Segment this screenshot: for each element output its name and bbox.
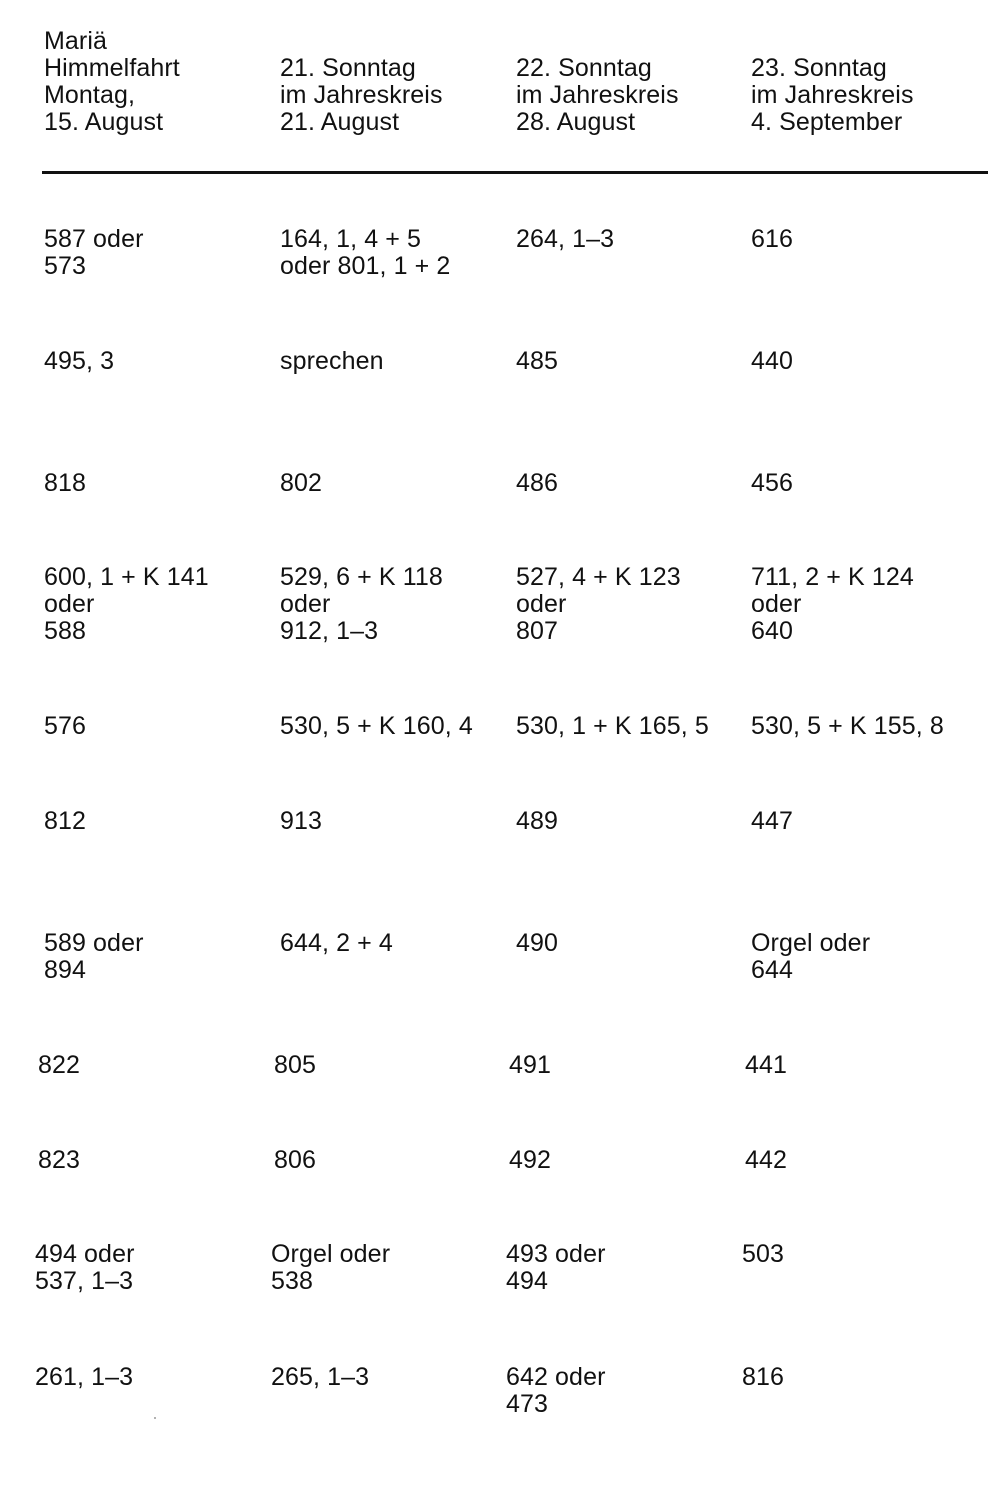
table-cell: 447	[751, 807, 794, 835]
column-header-2: 21. Sonntag im Jahreskreis 21. August	[280, 54, 443, 136]
table-cell: 530, 5 + K 160, 4	[280, 712, 473, 740]
table-cell: 600, 1 + K 141 oder 588	[44, 563, 209, 645]
table-cell: 264, 1–3	[516, 225, 615, 253]
table-cell: 494 oder 537, 1–3	[35, 1240, 135, 1295]
table-cell: 587 oder 573	[44, 225, 144, 280]
scan-speck	[154, 1417, 156, 1419]
table-cell: 823	[38, 1146, 81, 1174]
table-cell: 913	[280, 807, 323, 835]
table-cell: 806	[274, 1146, 317, 1174]
table-cell: Orgel oder 644	[751, 929, 871, 984]
table-cell: 802	[280, 469, 323, 497]
table-cell: sprechen	[280, 347, 384, 375]
table-cell: 616	[751, 225, 794, 253]
table-cell: 495, 3	[44, 347, 115, 375]
table-cell: 164, 1, 4 + 5 oder 801, 1 + 2	[280, 225, 451, 280]
table-cell: 589 oder 894	[44, 929, 144, 984]
table-cell: 818	[44, 469, 87, 497]
table-cell: 527, 4 + K 123 oder 807	[516, 563, 681, 645]
table-cell: 530, 5 + K 155, 8	[751, 712, 944, 740]
table-cell: 530, 1 + K 165, 5	[516, 712, 709, 740]
table-cell: 440	[751, 347, 794, 375]
table-cell: 442	[745, 1146, 788, 1174]
table-cell: 576	[44, 712, 87, 740]
table-cell: Orgel oder 538	[271, 1240, 391, 1295]
table-cell: 529, 6 + K 118 oder 912, 1–3	[280, 563, 443, 645]
table-cell: 491	[509, 1051, 552, 1079]
table-cell: 265, 1–3	[271, 1363, 370, 1391]
table-cell: 493 oder 494	[506, 1240, 606, 1295]
table-cell: 441	[745, 1051, 788, 1079]
table-cell: 489	[516, 807, 559, 835]
table-cell: 816	[742, 1363, 785, 1391]
header-divider	[42, 171, 988, 174]
table-cell: 805	[274, 1051, 317, 1079]
table-cell: 503	[742, 1240, 785, 1268]
table-cell: 822	[38, 1051, 81, 1079]
table-cell: 711, 2 + K 124 oder 640	[751, 563, 914, 645]
table-cell: 642 oder 473	[506, 1363, 606, 1418]
table-cell: 261, 1–3	[35, 1363, 134, 1391]
column-header-3: 22. Sonntag im Jahreskreis 28. August	[516, 54, 679, 136]
column-header-1: Mariä Himmelfahrt Montag, 15. August	[44, 27, 180, 136]
table-cell: 456	[751, 469, 794, 497]
table-cell: 812	[44, 807, 87, 835]
table-cell: 644, 2 + 4	[280, 929, 393, 957]
table-cell: 486	[516, 469, 559, 497]
table-cell: 490	[516, 929, 559, 957]
column-header-4: 23. Sonntag im Jahreskreis 4. September	[751, 54, 914, 136]
table-cell: 485	[516, 347, 559, 375]
table-cell: 492	[509, 1146, 552, 1174]
